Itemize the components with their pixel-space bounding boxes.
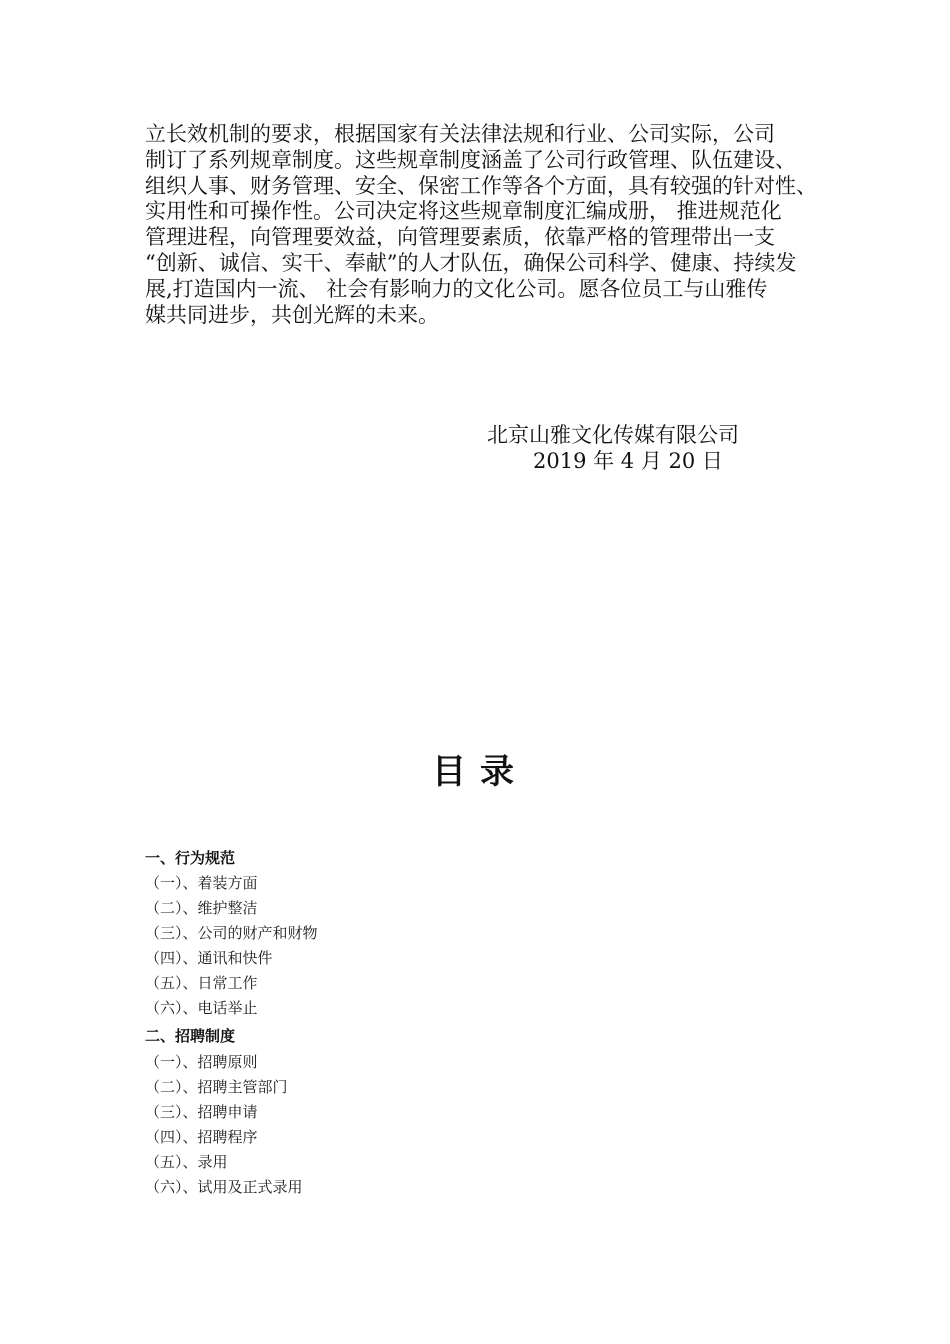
toc-item[interactable]: （六）、电话举止 xyxy=(145,999,258,1017)
toc-item[interactable]: （六）、试用及正式录用 xyxy=(145,1178,303,1196)
table-of-contents xyxy=(145,846,645,1200)
intro-line: 组织人事、财务管理、安全、保密工作等各个方面，具有较强的针对性、 xyxy=(145,173,817,198)
toc-item[interactable]: （三）、招聘申请 xyxy=(145,1103,258,1121)
intro-line: 实用性和可操作性。公司决定将这些规章制度汇编成册， 推进规范化 xyxy=(145,199,782,224)
toc-section-title[interactable]: 一、行为规范 xyxy=(145,849,236,867)
toc-item[interactable]: （一）、着装方面 xyxy=(145,874,258,892)
toc-item[interactable]: （三）、公司的财产和财物 xyxy=(145,924,318,942)
toc-item[interactable]: （五）、录用 xyxy=(145,1153,228,1171)
toc-item[interactable]: （一）、招聘原则 xyxy=(145,1053,258,1071)
toc-section-behavior xyxy=(145,846,645,1021)
toc-item[interactable]: （四）、招聘程序 xyxy=(145,1128,258,1146)
intro-line: 展,打造国内一流、 社会有影响力的文化公司。愿各位员工与山雅传 xyxy=(145,276,768,301)
intro-line: 立长效机制的要求，根据国家有关法律法规和行业、公司实际，公司 xyxy=(145,122,775,146)
toc-title: 目录 xyxy=(432,752,528,792)
intro-line: 媒共同进步，共创光辉的未来。 xyxy=(145,302,439,327)
intro-line: “创新、诚信、实干、奉献”的人才队伍，确保公司科学、健康、持续发 xyxy=(145,250,797,275)
intro-line: 管理进程，向管理要效益，向管理要素质，依靠严格的管理带出一支 xyxy=(145,225,775,250)
intro-line: 制订了系列规章制度。这些规章制度涵盖了公司行政管理、队伍建设、 xyxy=(145,147,796,172)
toc-item[interactable]: （二）、维护整洁 xyxy=(145,899,258,917)
toc-section-recruitment xyxy=(145,1023,645,1200)
toc-item[interactable]: （四）、通讯和快件 xyxy=(145,949,273,967)
signature-date: 2019 年 4 月 20 日 xyxy=(533,449,723,473)
toc-item[interactable]: （五）、日常工作 xyxy=(145,974,258,992)
signature-company: 北京山雅文化传媒有限公司 xyxy=(487,423,739,447)
toc-section-title[interactable]: 二、招聘制度 xyxy=(145,1027,236,1045)
toc-item[interactable]: （二）、招聘主管部门 xyxy=(145,1078,288,1096)
intro-paragraph xyxy=(145,122,817,328)
